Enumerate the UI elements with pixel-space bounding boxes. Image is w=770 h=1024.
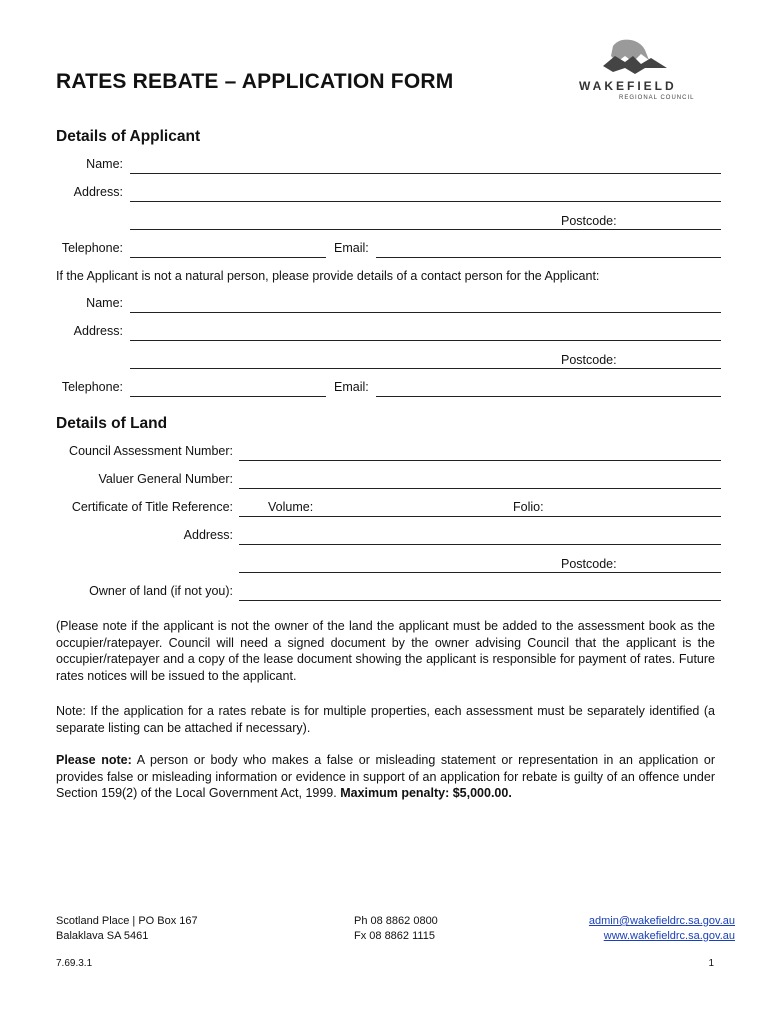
footer-phone-block	[354, 914, 438, 944]
contact-postcode-label: Postcode:	[561, 353, 617, 367]
owner-note-paragraph: (Please note if the applicant is not the owner of the land the applicant must be added to the assessment book as the occupier/ratepayer. Council will need a signed document by the owner advising Council that the applicant is the occupier/ratepayer and a copy of the lease document showing the applicant is responsible for payment of rates. Future rates notices will be issued to the applicant.	[56, 619, 715, 683]
contact-email-field[interactable]	[376, 396, 721, 397]
owner-of-land-field[interactable]	[239, 600, 721, 601]
applicant-email-field[interactable]	[376, 257, 721, 258]
applicant-postcode-label: Postcode:	[561, 214, 617, 228]
assessment-number-label: Council Assessment Number:	[69, 444, 233, 458]
land-address-line2-field[interactable]	[239, 572, 721, 573]
contact-address-label: Address:	[73, 324, 123, 338]
contact-telephone-label: Telephone:	[61, 380, 123, 394]
contact-person-note: If the Applicant is not a natural person, please provide details of a contact person for the Applicant:	[56, 269, 600, 283]
applicant-name-label: Name:	[86, 157, 123, 171]
assessment-number-field[interactable]	[239, 460, 721, 461]
footer-website-link[interactable]: www.wakefieldrc.sa.gov.au	[603, 930, 735, 942]
footer-email-link[interactable]: admin@wakefieldrc.sa.gov.au	[588, 915, 735, 927]
please-note-paragraph	[56, 752, 715, 802]
multiple-properties-note: Note: If the application for a rates rebate is for multiple properties, each assessment must be separately identified (a separate listing can be attached if necessary).	[56, 704, 715, 735]
owner-of-land-label: Owner of land (if not you):	[89, 584, 233, 598]
applicant-heading: Details of Applicant	[56, 128, 201, 145]
contact-telephone-field[interactable]	[130, 396, 326, 397]
certificate-title-field[interactable]	[239, 516, 721, 517]
council-logo	[575, 38, 720, 108]
applicant-address-label: Address:	[73, 185, 123, 199]
maximum-penalty: Maximum penalty: $5,000.00.	[340, 786, 512, 800]
land-address-field[interactable]	[239, 544, 721, 545]
certificate-title-label: Certificate of Title Reference:	[71, 500, 233, 514]
contact-email-label: Email:	[334, 380, 369, 394]
contact-address-field[interactable]	[130, 340, 721, 341]
volume-label: Volume:	[268, 500, 314, 514]
applicant-address-line2-field[interactable]	[130, 229, 721, 230]
applicant-telephone-field[interactable]	[130, 257, 326, 258]
land-heading: Details of Land	[56, 415, 168, 432]
valuer-general-label: Valuer General Number:	[98, 472, 233, 486]
logo-wordmark: WAKEFIELD	[579, 79, 677, 93]
please-note-text: A person or body who makes a false or misleading statement or representation in an application or provides false or misleading information or evidence in support of an application for rebate is guilty of an offence under Section 159(2) of the Local Government Act, 1999.	[56, 753, 715, 800]
footer-address-line1: Scotland Place | PO Box 167	[56, 915, 198, 927]
form-title: RATES REBATE – APPLICATION FORM	[56, 70, 454, 93]
contact-address-line2-field[interactable]	[130, 368, 721, 369]
applicant-telephone-label: Telephone:	[61, 241, 123, 255]
land-postcode-label: Postcode:	[561, 557, 617, 571]
document-code: 7.69.3.1	[56, 958, 93, 969]
footer-address-line2: Balaklava SA 5461	[56, 930, 149, 942]
contact-name-label: Name:	[86, 296, 123, 310]
applicant-address-field[interactable]	[130, 201, 721, 202]
land-address-label: Address:	[183, 528, 233, 542]
folio-label: Folio:	[513, 500, 544, 514]
footer-phone: Ph 08 8862 0800	[354, 915, 438, 927]
page-number: 1	[708, 958, 714, 969]
please-note-label: Please note:	[56, 753, 132, 767]
applicant-email-label: Email:	[334, 241, 369, 255]
logo-mark-icon	[575, 38, 720, 80]
logo-subtitle: REGIONAL COUNCIL	[619, 95, 695, 101]
footer-address	[56, 914, 198, 944]
contact-name-field[interactable]	[130, 312, 721, 313]
applicant-name-field[interactable]	[130, 173, 721, 174]
footer-contact-links	[589, 914, 735, 944]
footer-fax: Fx 08 8862 1115	[354, 930, 435, 942]
valuer-general-field[interactable]	[239, 488, 721, 489]
